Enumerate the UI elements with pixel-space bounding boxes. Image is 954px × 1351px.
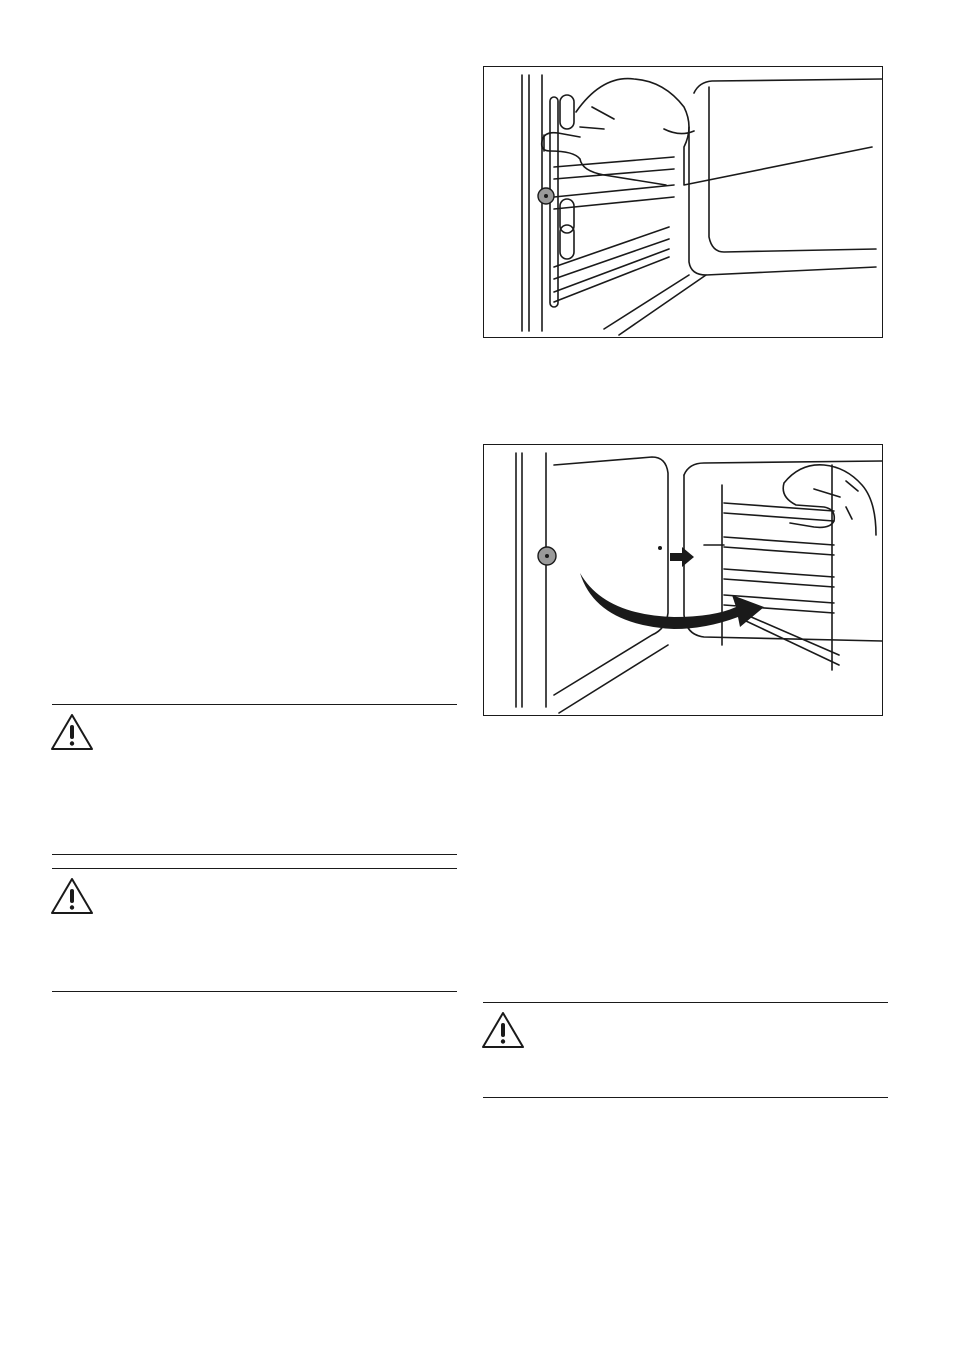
warning-box-1-bottom-rule [52,854,457,855]
shelf-support-rails [550,95,674,307]
figure-remove-shelf-support-swing [483,444,883,716]
warning-box-3-bottom-rule [483,1097,888,1098]
warning-triangle-icon [50,712,94,752]
straight-arrow [670,547,694,567]
hand [542,79,872,185]
curved-arrow [580,573,764,629]
hand [783,465,876,535]
warning-box-3-top-rule [483,1002,888,1003]
warning-box-2-bottom-rule [52,991,457,992]
figure-remove-shelf-support-front [483,66,883,338]
warning-box-2-top-rule [52,868,457,869]
warning-triangle-icon [481,1010,525,1050]
oven-interior [694,79,882,93]
warning-triangle-icon [50,876,94,916]
warning-box-1-top-rule [52,704,457,705]
